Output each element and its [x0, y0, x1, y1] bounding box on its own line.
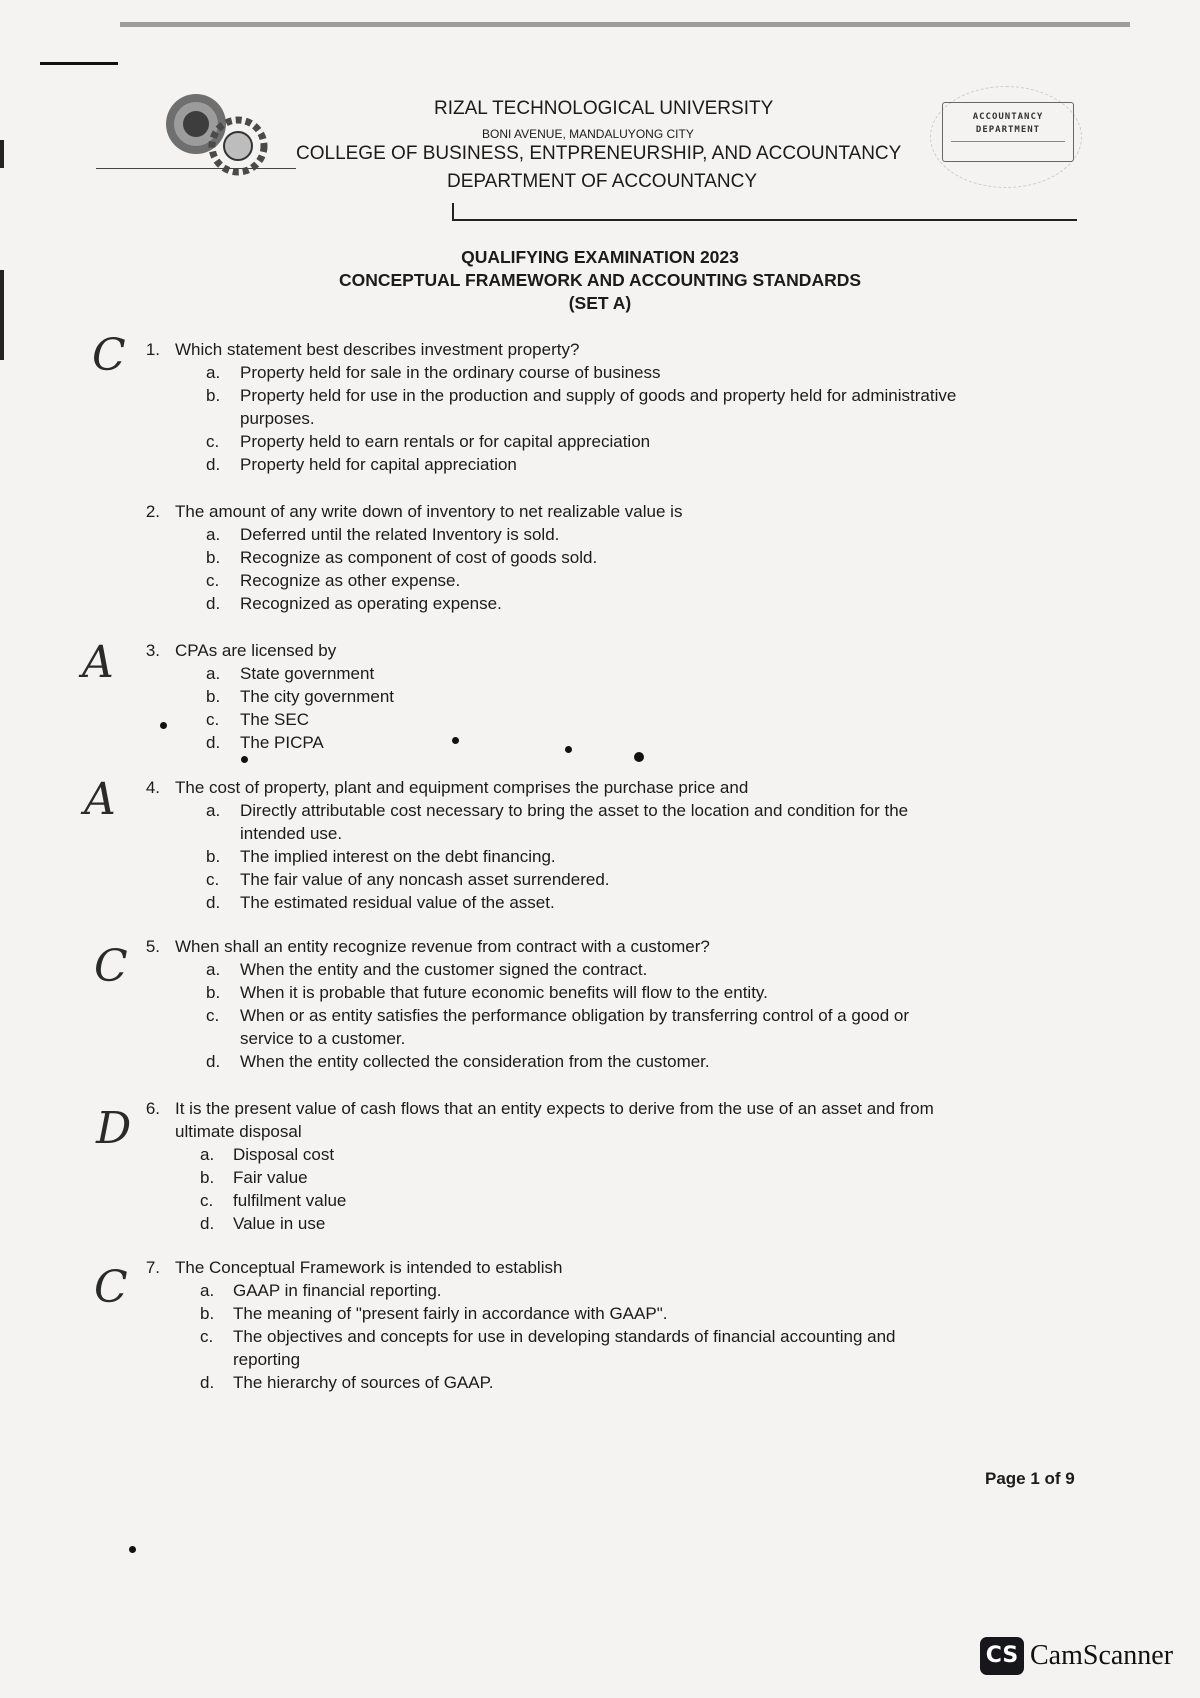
option-letter: d.: [206, 1052, 221, 1071]
option-letter: a.: [206, 363, 221, 382]
option-letter: a.: [206, 525, 221, 544]
stamp-line1: ACCOUNTANCY: [972, 112, 1044, 122]
option-text: Property held to earn rentals or for capital appreciation: [240, 432, 651, 451]
scan-speck: [241, 756, 248, 763]
question-text: CPAs are licensed by: [175, 641, 337, 660]
option-letter: c.: [200, 1191, 214, 1210]
scan-edge-line: [120, 22, 1130, 27]
option-text: reporting: [233, 1350, 301, 1369]
option-letter: b.: [200, 1304, 215, 1323]
option-text: intended use.: [240, 824, 343, 843]
camscanner-watermark: CamScanner: [1030, 1640, 1174, 1671]
option-letter: a.: [206, 664, 221, 683]
option-text: When the entity collected the consideration from the customer.: [240, 1052, 710, 1071]
option-text: Property held for capital appreciation: [240, 455, 517, 474]
option-text: fulfilment value: [233, 1191, 347, 1210]
university-name: RIZAL TECHNOLOGICAL UNIVERSITY: [434, 98, 774, 119]
option-letter: b.: [206, 983, 221, 1002]
option-text: The hierarchy of sources of GAAP.: [233, 1373, 494, 1392]
option-letter: c.: [206, 571, 220, 590]
option-letter: d.: [206, 733, 221, 752]
option-text: When or as entity satisfies the performance obligation by transferring control of a good or: [240, 1006, 910, 1025]
option-letter: b.: [206, 847, 221, 866]
option-text: GAAP in financial reporting.: [233, 1281, 442, 1300]
college-name: COLLEGE OF BUSINESS, ENTPRENEURSHIP, AND ACCOUNTANCY: [296, 143, 902, 164]
page-number: Page 1 of 9: [985, 1469, 1075, 1488]
option-letter: b.: [206, 386, 221, 405]
option-text: The objectives and concepts for use in developing standards of financial accounting and: [233, 1327, 896, 1346]
option-text: Directly attributable cost necessary to bring the asset to the location and condition for the: [240, 801, 909, 820]
handwritten-answer-mark: C: [92, 330, 126, 381]
option-text: State government: [240, 664, 375, 683]
option-letter: b.: [206, 687, 221, 706]
option-letter: d.: [200, 1373, 215, 1392]
option-letter: b.: [200, 1168, 215, 1187]
handwritten-answer-mark: A: [82, 637, 114, 688]
option-text: service to a customer.: [240, 1029, 406, 1048]
option-text: Value in use: [233, 1214, 326, 1233]
question-text: Which statement best describes investment property?: [175, 340, 580, 359]
option-text: When it is probable that future economic benefits will flow to the entity.: [240, 983, 768, 1002]
option-letter: c.: [206, 710, 220, 729]
option-letter: c.: [206, 432, 220, 451]
option-text: The city government: [240, 687, 395, 706]
question-number: 2.: [145, 502, 160, 521]
question-text: The Conceptual Framework is intended to establish: [175, 1258, 563, 1277]
option-letter: a.: [200, 1145, 215, 1164]
header-rule: [452, 219, 1077, 221]
handwritten-answer-mark: D: [96, 1103, 132, 1154]
option-letter: a.: [206, 801, 221, 820]
option-text: Disposal cost: [233, 1145, 335, 1164]
scan-speck: [160, 722, 167, 729]
scan-speck: [565, 746, 572, 753]
option-letter: d.: [206, 455, 221, 474]
option-text: The estimated residual value of the asset.: [240, 893, 555, 912]
option-text: The meaning of "present fairly in accordance with GAAP".: [233, 1304, 668, 1323]
header-rule-tick: [452, 203, 454, 220]
department-name: DEPARTMENT OF ACCOUNTANCY: [447, 171, 758, 192]
option-text: The PICPA: [240, 733, 324, 752]
handwritten-answer-mark: A: [84, 774, 116, 825]
stamp-rule: [951, 141, 1065, 142]
option-text: purposes.: [240, 409, 315, 428]
department-stamp: [942, 102, 1074, 162]
scan-speck: [129, 1546, 136, 1553]
handwritten-answer-mark: C: [94, 1262, 128, 1313]
option-text: Property held for sale in the ordinary course of business: [240, 363, 661, 382]
question-text-continued: ultimate disposal: [175, 1122, 302, 1141]
question-number: 1.: [145, 340, 160, 359]
question-text: It is the present value of cash flows that an entity expects to derive from the use of an asset and from: [175, 1099, 934, 1118]
option-text: Fair value: [233, 1168, 308, 1187]
option-letter: c.: [200, 1327, 214, 1346]
question-number: 4.: [145, 778, 160, 797]
option-text: The implied interest on the debt financing.: [240, 847, 556, 866]
option-letter: d.: [206, 893, 221, 912]
option-text: The fair value of any noncash asset surrendered.: [240, 870, 610, 889]
option-letter: a.: [200, 1281, 215, 1300]
option-letter: a.: [206, 960, 221, 979]
option-letter: b.: [206, 548, 221, 567]
header-rule: [96, 168, 296, 169]
camscanner-logo-icon: CS: [980, 1637, 1024, 1675]
option-letter: c.: [206, 870, 220, 889]
question-text: When shall an entity recognize revenue from contract with a customer?: [175, 937, 710, 956]
university-address: BONI AVENUE, MANDALUYONG CITY: [482, 127, 694, 141]
option-text: Deferred until the related Inventory is sold.: [240, 525, 560, 544]
option-text: Recognized as operating expense.: [240, 594, 502, 613]
exam-subject: CONCEPTUAL FRAMEWORK AND ACCOUNTING STANDARDS: [338, 270, 862, 290]
handwritten-answer-mark: C: [94, 941, 128, 992]
option-letter: c.: [206, 1006, 220, 1025]
question-number: 3.: [145, 641, 160, 660]
question-number: 7.: [145, 1258, 160, 1277]
option-text: Property held for use in the production and supply of goods and property held for administrative: [240, 386, 957, 405]
exam-set: (SET A): [568, 293, 632, 313]
exam-title: QUALIFYING EXAMINATION 2023: [461, 247, 739, 267]
option-text: The SEC: [240, 710, 309, 729]
pen-dash-mark: [40, 62, 118, 65]
scan-speck: [452, 737, 459, 744]
option-text: When the entity and the customer signed the contract.: [240, 960, 648, 979]
option-text: Recognize as other expense.: [240, 571, 461, 590]
stamp-line2: DEPARTMENT: [975, 125, 1041, 135]
question-number: 6.: [145, 1099, 160, 1118]
option-letter: d.: [206, 594, 221, 613]
question-text: The amount of any write down of inventory to net realizable value is: [175, 502, 683, 521]
option-text: Recognize as component of cost of goods sold.: [240, 548, 598, 567]
scan-edge-mark: [0, 140, 4, 168]
question-text: The cost of property, plant and equipment comprises the purchase price and: [175, 778, 749, 797]
question-number: 5.: [145, 937, 160, 956]
scan-speck: [634, 752, 644, 762]
option-letter: d.: [200, 1214, 215, 1233]
university-logo-icon: [160, 88, 270, 178]
